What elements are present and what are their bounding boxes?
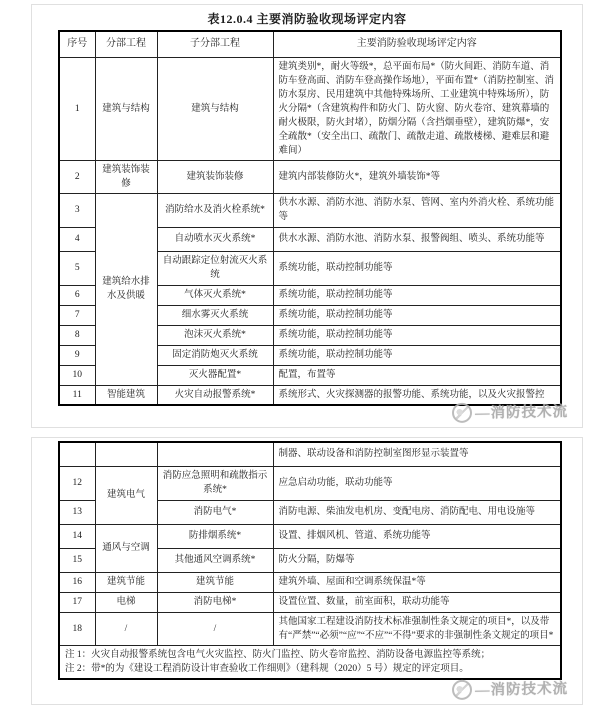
- note-2: 注 2：带*的为《建设工程消防设计审查验收工作细则》（建科规（2020）5 号）规定的评定项目。: [65, 663, 469, 674]
- table-header-row: [59, 31, 561, 57]
- cell-seq: 18: [59, 612, 95, 645]
- cell-sub: 火灾自动报警系统*: [157, 385, 273, 405]
- cell-seq: 3: [59, 193, 95, 227]
- cell-seq: 8: [59, 325, 95, 345]
- cell-content: 设置位置、数量，前室面积，联动功能等: [273, 592, 561, 612]
- cell-part: [95, 442, 157, 466]
- cell-seq: 15: [59, 548, 95, 572]
- cell-sub: 自动喷水灭火系统*: [157, 227, 273, 251]
- cell-seq: 2: [59, 160, 95, 193]
- cell-seq: 17: [59, 592, 95, 612]
- cell-part: 建筑电气: [95, 466, 157, 524]
- table-row: [59, 524, 561, 548]
- evaluation-table-part1: [58, 30, 562, 406]
- cell-content: 建筑内部装修防火*，建筑外墙装饰*等: [273, 160, 561, 193]
- cell-content: 配置，布置等: [273, 365, 561, 385]
- cell-sub: 消防电气*: [157, 500, 273, 524]
- cell-seq: 12: [59, 466, 95, 500]
- watermark-logo-icon: [452, 402, 472, 422]
- cell-content: 系统形式、火灾探测器的报警功能、系统功能，以及火灾报警控: [273, 385, 561, 405]
- cell-seq: 13: [59, 500, 95, 524]
- cell-sub: 建筑节能: [157, 572, 273, 592]
- table-row-continuation: [59, 442, 561, 466]
- header-cell-sub: 子分部工程: [157, 31, 273, 57]
- table-notes-row: [59, 645, 561, 679]
- watermark-text: —消防技术流: [474, 403, 569, 422]
- cell-sub: 气体灭火系统*: [157, 285, 273, 305]
- cell-seq: 6: [59, 285, 95, 305]
- cell-part: 建筑装饰装修: [95, 160, 157, 193]
- watermark-1: [452, 400, 568, 423]
- cell-content: 系统功能，联动控制功能等: [273, 325, 561, 345]
- cell-content: 制器、联动设备和消防控制室图形显示装置等: [273, 442, 561, 466]
- cell-seq: [59, 442, 95, 466]
- cell-seq: 16: [59, 572, 95, 592]
- cell-seq: 10: [59, 365, 95, 385]
- watermark-2: [452, 677, 568, 700]
- table-row: [59, 57, 561, 160]
- cell-sub: 细水雾灭火系统: [157, 305, 273, 325]
- cell-content: 设置、排烟风机、管道、系统功能等: [273, 524, 561, 548]
- cell-sub: 消防电梯*: [157, 592, 273, 612]
- cell-content: 系统功能，联动控制功能等: [273, 251, 561, 285]
- table-row: [59, 572, 561, 592]
- cell-sub: 消防应急照明和疏散指示系统*: [157, 466, 273, 500]
- cell-content: 建筑类别*，耐火等级*，总平面布局*（防火间距、消防车道、消防车登高面、消防车登高操作场地），平面布置*（消防控制室、消防水泵房、民用建筑中其他特殊场所、工业建筑中特殊场所），防火分隔*（含建筑构件和防火门、防火窗、防火卷帘、建筑幕墙的耐火极限，防火封堵），防烟分隔（含挡烟垂壁），建筑防爆*，安全疏散*（安全出口、疏散门、疏散走道、疏散楼梯、避难层和避难间）: [273, 57, 561, 160]
- cell-sub: 泡沫灭火系统*: [157, 325, 273, 345]
- cell-sub: [157, 442, 273, 466]
- cell-sub: 防排烟系统*: [157, 524, 273, 548]
- cell-seq: 9: [59, 345, 95, 365]
- header-cell-no: 序号: [59, 31, 95, 57]
- cell-seq: 5: [59, 251, 95, 285]
- cell-sub: 其他通风空调系统*: [157, 548, 273, 572]
- cell-sub: 建筑与结构: [157, 57, 273, 160]
- cell-part: 通风与空调: [95, 524, 157, 572]
- cell-content: 其他国家工程建设消防技术标准强制性条文规定的项目*，以及带有“严禁”“必须”“应”“不应”“不得”要求的非强制性条文规定的项目*: [273, 612, 561, 645]
- cell-part: 智能建筑: [95, 385, 157, 405]
- table-title: 表12.0.4 主要消防验收现场评定内容: [207, 12, 407, 26]
- cell-sub: 固定消防炮灭火系统: [157, 345, 273, 365]
- watermark-text: —消防技术流: [474, 680, 569, 699]
- cell-content: 系统功能，联动控制功能等: [273, 305, 561, 325]
- cell-seq: 1: [59, 57, 95, 160]
- cell-sub: 灭火器配置*: [157, 365, 273, 385]
- header-cell-part: 分部工程: [95, 31, 157, 57]
- cell-content: 消防电源、柴油发电机房、变配电房、消防配电、用电设施等: [273, 500, 561, 524]
- cell-part: 建筑与结构: [95, 57, 157, 160]
- watermark-logo-icon: [452, 679, 472, 699]
- cell-seq: 11: [59, 385, 95, 405]
- cell-content: 供水水源、消防水池、消防水泵、报警阀组、喷头、系统功能等: [273, 227, 561, 251]
- table-notes: [59, 645, 561, 679]
- cell-part: 建筑给水排水及供暖: [95, 193, 157, 385]
- table-row: [59, 160, 561, 193]
- cell-content: 系统功能，联动控制功能等: [273, 345, 561, 365]
- note-1: 注 1：火灾自动报警系统包含电气火灾监控、防火门监控、防火卷帘监控、消防设备电源监控等系统；: [65, 649, 491, 660]
- cell-content: 建筑外墙、屋面和空调系统保温*等: [273, 572, 561, 592]
- table-row: [59, 193, 561, 227]
- cell-part: 建筑节能: [95, 572, 157, 592]
- cell-sub: 消防给水及消火栓系统*: [157, 193, 273, 227]
- cell-content: 系统功能，联动控制功能等: [273, 285, 561, 305]
- cell-content: 供水水源、消防水池、消防水泵、管网、室内外消火栓、系统功能等: [273, 193, 561, 227]
- table-row: [59, 612, 561, 645]
- table-row: [59, 592, 561, 612]
- cell-part: 电梯: [95, 592, 157, 612]
- cell-sub: 自动跟踪定位射流灭火系统: [157, 251, 273, 285]
- cell-sub: /: [157, 612, 273, 645]
- document-page-1: [31, 4, 583, 428]
- cell-part: /: [95, 612, 157, 645]
- cell-content: 应急启动功能，联动功能等: [273, 466, 561, 500]
- document-page-2: [31, 437, 583, 705]
- cell-seq: 7: [59, 305, 95, 325]
- cell-content: 防火分隔，防爆等: [273, 548, 561, 572]
- cell-seq: 4: [59, 227, 95, 251]
- header-cell-content: 主要消防验收现场评定内容: [273, 31, 561, 57]
- evaluation-table-part2: [58, 441, 562, 680]
- cell-sub: 建筑装饰装修: [157, 160, 273, 193]
- cell-seq: 14: [59, 524, 95, 548]
- table-row: [59, 466, 561, 500]
